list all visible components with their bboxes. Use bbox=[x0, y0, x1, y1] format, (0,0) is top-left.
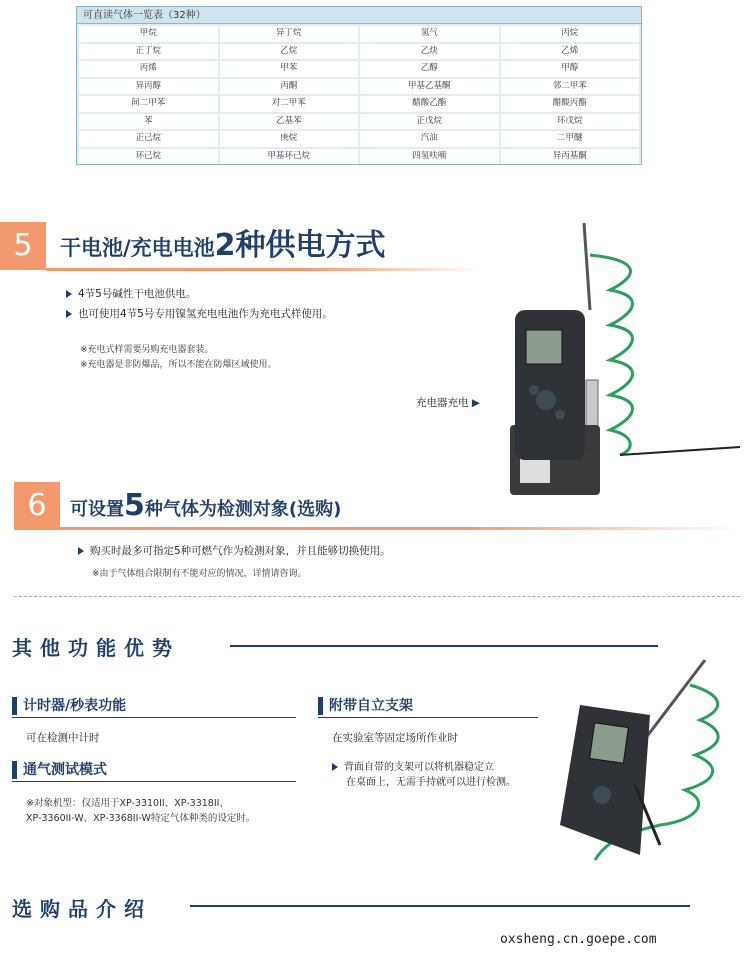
options-heading: 选购品介绍 bbox=[12, 897, 152, 921]
vent-test-rule bbox=[12, 781, 296, 782]
gas-table-cell: 四氢呋喃 bbox=[360, 149, 499, 165]
gas-table-cell: 二甲醚 bbox=[501, 131, 640, 147]
bullet-triangle-icon bbox=[66, 290, 72, 298]
gas-table-cell: 汽油 bbox=[360, 131, 499, 147]
stand-text: 在实验室等固定场所作业时 bbox=[332, 732, 458, 744]
bullet-triangle-icon bbox=[78, 547, 84, 555]
gas-list-table bbox=[76, 6, 642, 165]
section-6-title-a: 可设置 bbox=[70, 499, 124, 520]
source-watermark: oxsheng.cn.goepe.com bbox=[500, 932, 657, 947]
bullet-triangle-icon bbox=[332, 763, 338, 771]
device-with-charger-image bbox=[490, 215, 750, 505]
stand-bullet-2: 在桌面上，无需手持就可以进行检测。 bbox=[346, 777, 516, 788]
gas-table-cell: 间二甲苯 bbox=[79, 96, 218, 112]
section-6-number: 6 bbox=[14, 482, 60, 530]
gas-table-cell: 正己烷 bbox=[79, 131, 218, 147]
gas-table-cell: 醋酸丙酯 bbox=[501, 96, 640, 112]
section-5-bullet-2: 也可使用4节5号专用镍氢充电电池作为充电式样使用。 bbox=[66, 306, 333, 321]
gas-table-cell: 甲基环己烷 bbox=[220, 149, 359, 165]
section-6-title-b: 种气体为检测对象(选购) bbox=[144, 499, 342, 520]
gas-table-cell: 异丙基酮 bbox=[501, 149, 640, 165]
gas-table-cell: 乙烯 bbox=[501, 44, 640, 60]
other-features-heading: 其他功能优势 bbox=[12, 636, 180, 660]
dashed-divider bbox=[14, 596, 740, 597]
gas-table-cell: 庚烷 bbox=[220, 131, 359, 147]
section-6-note: ※由于气体组合限制有不能对应的情况，详情请咨询。 bbox=[92, 569, 307, 579]
section-5-bullet-1: 4节5号碱性干电池供电。 bbox=[66, 286, 196, 301]
stand-rule bbox=[318, 717, 538, 718]
gas-table-cell: 氢气 bbox=[360, 26, 499, 42]
section-6-title-num: 5 bbox=[124, 488, 145, 523]
gas-table-cell: 环己烷 bbox=[79, 149, 218, 165]
timer-heading: 计时器/秒表功能 bbox=[12, 697, 126, 715]
gas-table-cell: 乙醇 bbox=[360, 61, 499, 77]
gas-table-cell: 正丁烷 bbox=[79, 44, 218, 60]
timer-rule bbox=[12, 717, 296, 718]
gas-table-cell: 醋酸乙酯 bbox=[360, 96, 499, 112]
arrow-right-icon: ▶ bbox=[471, 397, 480, 409]
other-features-rule bbox=[230, 645, 658, 647]
gas-table-cell: 异丙醇 bbox=[79, 79, 218, 95]
section-5-title bbox=[60, 226, 386, 268]
section-5-title-a: 干电池/充电电池 bbox=[60, 236, 215, 260]
section-6-title bbox=[70, 488, 341, 528]
stand-heading: 附带自立支架 bbox=[318, 697, 413, 715]
gas-table-cell: 苯 bbox=[79, 114, 218, 130]
gas-table-cell: 异丁烷 bbox=[220, 26, 359, 42]
section-6-bullet: 购买时最多可指定5种可燃气作为检测对象，并且能够切换使用。 bbox=[78, 543, 391, 558]
section-5-note-1: ※充电式样需要另购充电器套装。 bbox=[80, 345, 214, 355]
gas-table-cell: 乙基苯 bbox=[220, 114, 359, 130]
section-6-rule bbox=[60, 527, 740, 530]
device-on-stand-image bbox=[540, 655, 740, 865]
vent-test-note-1: ※对象机型：仅适用于XP-3310II、XP-3318II、 bbox=[26, 798, 229, 809]
charger-caption: 充电器充电 ▶ bbox=[416, 397, 480, 409]
gas-table-cell: 正戊烷 bbox=[360, 114, 499, 130]
gas-table-cell: 甲基乙基酮 bbox=[360, 79, 499, 95]
gas-table-cell: 乙烷 bbox=[220, 44, 359, 60]
gas-table-cell: 甲醇 bbox=[501, 61, 640, 77]
options-rule bbox=[190, 905, 690, 907]
gas-table-cell: 丙烯 bbox=[79, 61, 218, 77]
gas-table-cell: 甲苯 bbox=[220, 61, 359, 77]
section-5-title-b: 2种供电方式 bbox=[214, 228, 386, 263]
timer-text: 可在检测中计时 bbox=[26, 732, 100, 744]
stand-bullet-1: 背面自带的支架可以将机器稳定立 bbox=[332, 758, 494, 773]
bullet-triangle-icon bbox=[66, 310, 72, 318]
gas-table-cell: 对二甲苯 bbox=[220, 96, 359, 112]
gas-table-title: 可直读气体一览表（32种） bbox=[77, 7, 641, 24]
vent-test-heading: 通气测试模式 bbox=[12, 761, 107, 779]
section-5-rule bbox=[46, 268, 480, 271]
section-5-note-2: ※充电器是非防爆品，所以不能在防爆区域使用。 bbox=[80, 360, 277, 370]
vent-test-note-2: XP-3360II-W、XP-3368II-W特定气体种类的设定时。 bbox=[26, 813, 256, 824]
gas-table-cell: 邻二甲苯 bbox=[501, 79, 640, 95]
gas-table-grid bbox=[77, 24, 641, 166]
gas-table-cell: 环戊烷 bbox=[501, 114, 640, 130]
gas-table-cell: 乙炔 bbox=[360, 44, 499, 60]
gas-table-cell: 丙酮 bbox=[220, 79, 359, 95]
gas-table-cell: 丙烷 bbox=[501, 26, 640, 42]
gas-table-cell: 甲烷 bbox=[79, 26, 218, 42]
section-5-number: 5 bbox=[0, 222, 46, 270]
